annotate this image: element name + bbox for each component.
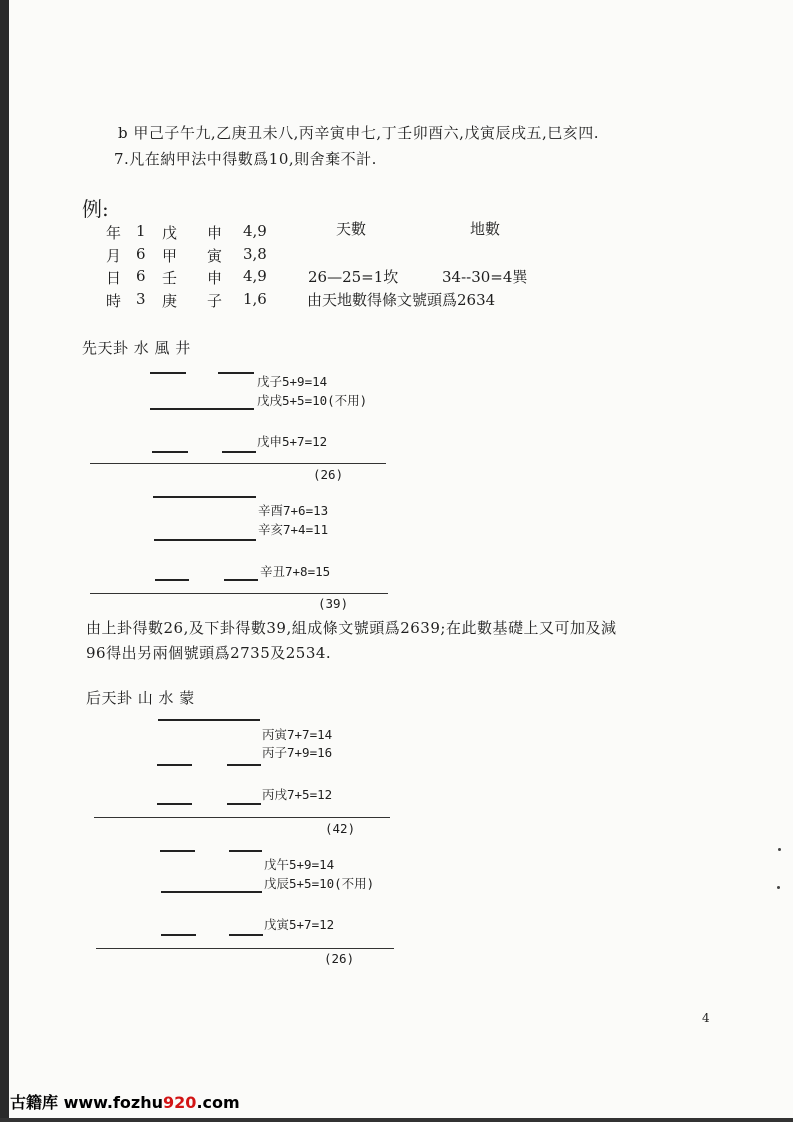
xiantian-upper-line-1: 戊子5+9=14 <box>257 374 328 389</box>
yin-line-left <box>161 934 196 936</box>
xiantian-lower-line-3: 辛丑7+8=15 <box>260 564 331 579</box>
xiantian-lower-total: (39) <box>318 596 349 611</box>
rule-line-b: b 甲己子午九,乙庚丑未八,丙辛寅申七,丁壬卯酉六,戊寅辰戌五,巳亥四. <box>118 124 599 142</box>
col-heaven-label: 天數 <box>336 220 367 238</box>
houtian-title: 后天卦 山 水 蒙 <box>86 689 195 707</box>
xiantian-title: 先天卦 水 風 井 <box>82 339 191 357</box>
vals: 4,9 <box>243 222 267 240</box>
scan-bottom-edge <box>0 1118 793 1122</box>
yin-line-left <box>150 372 186 374</box>
stem: 戊 <box>162 224 178 242</box>
divider-rule <box>90 463 386 464</box>
branch: 寅 <box>207 247 223 265</box>
yin-line-right <box>227 803 261 805</box>
watermark-number: 920 <box>163 1093 197 1112</box>
yang-line <box>161 891 262 893</box>
stem: 甲 <box>162 247 178 265</box>
vals: 3,8 <box>243 245 267 263</box>
xiantian-upper-line-3: 戊申5+7=12 <box>257 434 328 449</box>
yin-line-left <box>155 579 189 581</box>
pillar: 年 <box>106 224 122 242</box>
divider-rule <box>96 948 394 949</box>
yin-line-right <box>229 850 262 852</box>
scan-speck <box>778 848 781 851</box>
scan-speck <box>777 886 780 889</box>
yang-line <box>150 408 254 410</box>
vals: 4,9 <box>243 267 267 285</box>
watermark-suffix: .com <box>196 1093 240 1112</box>
yang-line <box>158 719 260 721</box>
houtian-lower-line-3: 戊寅5+7=12 <box>264 917 335 932</box>
scan-left-edge <box>0 0 9 1122</box>
xiantian-upper-total: (26) <box>313 467 344 482</box>
yin-line-right <box>229 934 263 936</box>
col-earth-label: 地數 <box>470 220 501 238</box>
houtian-lower-line-1: 戊午5+9=14 <box>264 857 335 872</box>
houtian-upper-line-3: 丙戌7+5=12 <box>262 787 333 802</box>
yin-line-left <box>152 451 188 453</box>
houtian-upper-line-2: 丙子7+9=16 <box>262 745 333 760</box>
yin-line-right <box>218 372 254 374</box>
yin-line-right <box>224 579 258 581</box>
divider-rule <box>94 817 390 818</box>
xiantian-lower-line-1: 辛酉7+6=13 <box>258 503 329 518</box>
branch: 申 <box>207 224 223 242</box>
xiantian-upper-line-2: 戊戌5+5=10(不用) <box>257 393 368 408</box>
vals: 1,6 <box>243 290 267 308</box>
yin-line-right <box>222 451 256 453</box>
yin-line-left <box>157 764 192 766</box>
example-heading: 例: <box>82 197 109 221</box>
pillar-num: 1 <box>136 222 146 240</box>
rule-line-7: 7.凡在納甲法中得數爲10,則舍棄不計. <box>114 150 377 168</box>
pillar-num: 6 <box>136 267 146 285</box>
calc-heaven: 26—25=1坎 <box>308 268 399 286</box>
stem: 庚 <box>162 292 178 310</box>
houtian-upper-total: (42) <box>325 821 356 836</box>
pillar: 時 <box>106 292 122 310</box>
pillar: 日 <box>106 269 122 287</box>
calc-earth: 34--30=4巽 <box>442 268 528 286</box>
pillar-num: 6 <box>136 245 146 263</box>
divider-rule <box>90 593 388 594</box>
yang-line <box>154 539 256 541</box>
branch: 申 <box>207 269 223 287</box>
site-watermark <box>10 1090 240 1113</box>
page-number: 4 <box>702 1011 710 1025</box>
pillar: 月 <box>106 247 122 265</box>
yin-line-right <box>227 764 261 766</box>
pillar-num: 3 <box>136 290 146 308</box>
xiantian-lower-line-2: 辛亥7+4=11 <box>258 522 329 537</box>
summary-line-1: 由上卦得數26,及下卦得數39,組成條文號頭爲2639;在此數基礎上又可加及減 <box>86 619 617 637</box>
branch: 子 <box>207 292 223 310</box>
houtian-lower-line-2: 戊辰5+5=10(不用) <box>264 876 375 891</box>
yang-line <box>153 496 256 498</box>
watermark-prefix: 古籍库 www.fozhu <box>10 1093 164 1112</box>
houtian-lower-total: (26) <box>324 951 355 966</box>
yin-line-left <box>160 850 195 852</box>
houtian-upper-line-1: 丙寅7+7=14 <box>262 727 333 742</box>
stem: 壬 <box>162 269 178 287</box>
result-line: 由天地數得條文號頭爲2634 <box>307 291 496 309</box>
yin-line-left <box>157 803 192 805</box>
summary-line-2: 96得出另兩個號頭爲2735及2534. <box>86 644 332 662</box>
